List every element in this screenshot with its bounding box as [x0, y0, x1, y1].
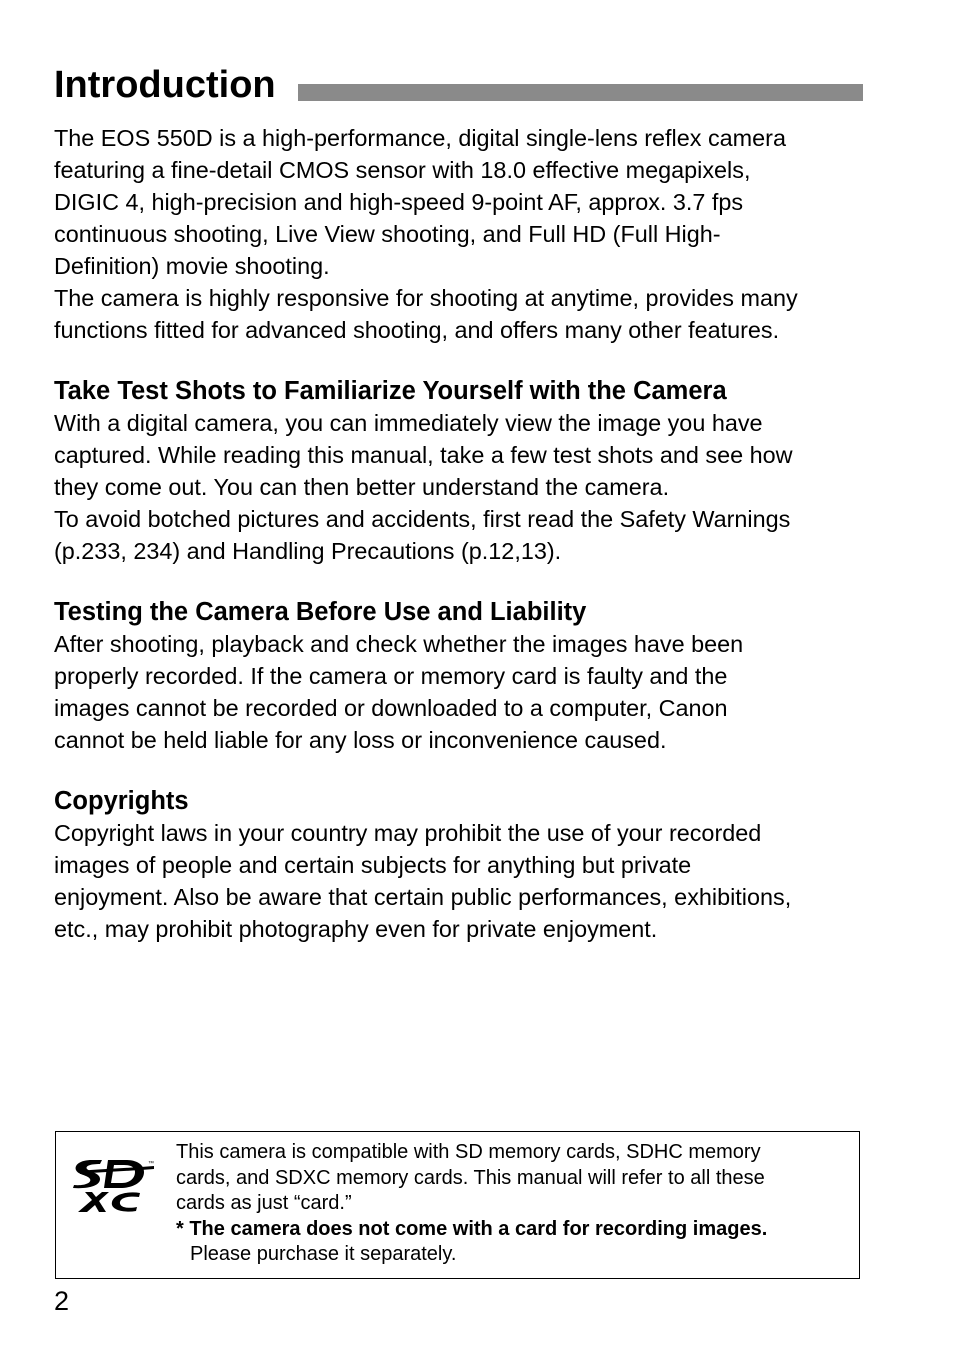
- text-line: they come out. You can then better understand the camera.: [54, 474, 670, 500]
- text-line: images of people and certain subjects for anything but private: [54, 852, 692, 878]
- text-line: To avoid botched pictures and accidents, first read the Safety Warnings: [54, 506, 791, 532]
- text-line: Definition) movie shooting.: [54, 253, 330, 279]
- section-copyrights: [54, 785, 874, 945]
- text-line: etc., may prohibit photography even for private enjoyment.: [54, 916, 658, 942]
- intro-paragraph-1: [54, 122, 874, 282]
- section-heading: Copyrights: [54, 787, 189, 815]
- section-heading: Take Test Shots to Familiarize Yourself with the Camera: [54, 377, 727, 405]
- text-line: featuring a fine-detail CMOS sensor with 18.0 effective megapixels,: [54, 157, 751, 183]
- text-line: With a digital camera, you can immediately view the image you have: [54, 410, 763, 436]
- intro-paragraph-2: [54, 282, 874, 346]
- text-line: cannot be held liable for any loss or inconvenience caused.: [54, 727, 667, 753]
- text-line: The camera is highly responsive for shooting at anytime, provides many: [54, 285, 798, 311]
- text-line: captured. While reading this manual, take a few test shots and see how: [54, 442, 793, 468]
- text-line: images cannot be recorded or downloaded to a computer, Canon: [54, 695, 728, 721]
- page-number: 2: [54, 1286, 70, 1316]
- notice-line: cards, and SDXC memory cards. This manual will refer to all these: [176, 1166, 765, 1189]
- text-line: Copyright laws in your country may prohibit the use of your recorded: [54, 820, 762, 846]
- memory-card-notice: [55, 1131, 860, 1279]
- notice-line: cards as just “card.”: [176, 1192, 352, 1214]
- text-line: DIGIC 4, high-precision and high-speed 9-point AF, approx. 3.7 fps: [54, 189, 744, 215]
- page-title: Introduction: [54, 64, 276, 106]
- section-test-shots: [54, 375, 874, 567]
- notice-text: [176, 1140, 856, 1268]
- notice-bold-note: * The camera does not come with a card for recording images.: [176, 1217, 768, 1240]
- notice-followup: Please purchase it separately.: [190, 1243, 457, 1265]
- text-line: After shooting, playback and check whether the images have been: [54, 631, 744, 657]
- text-line: properly recorded. If the camera or memory card is faulty and the: [54, 663, 728, 689]
- notice-line: This camera is compatible with SD memory cards, SDHC memory: [176, 1141, 761, 1163]
- text-line: functions fitted for advanced shooting, and offers many other features.: [54, 317, 780, 343]
- text-line: The EOS 550D is a high-performance, digital single-lens reflex camera: [54, 125, 786, 151]
- title-rule: [298, 84, 863, 101]
- section-testing-liability: [54, 596, 874, 756]
- svg-text:™: ™: [148, 1161, 154, 1167]
- text-line: (p.233, 234) and Handling Precautions (p.12,13).: [54, 538, 562, 564]
- section-heading: Testing the Camera Before Use and Liability: [54, 598, 587, 626]
- text-line: continuous shooting, Live View shooting, and Full HD (Full High-: [54, 221, 721, 247]
- sdxc-logo-icon: [70, 1156, 160, 1214]
- main-content: [54, 122, 874, 945]
- text-line: enjoyment. Also be aware that certain public performances, exhibitions,: [54, 884, 792, 910]
